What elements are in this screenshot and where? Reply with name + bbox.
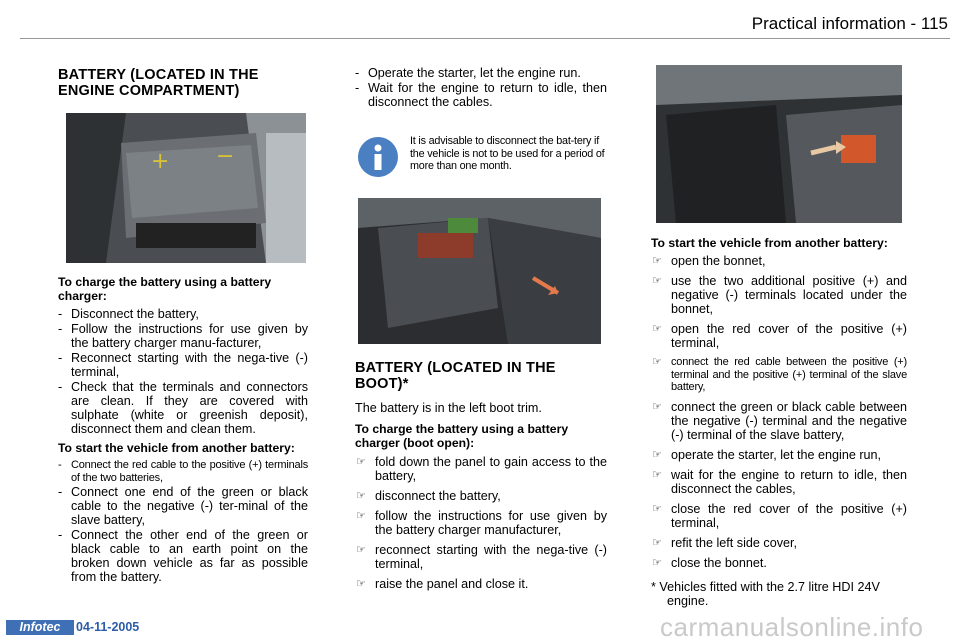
list-item: ☞ use the two additional positive (+) and negative (-) terminals located under the bonnet,: [651, 274, 907, 316]
boot-intro: The battery is in the left boot trim.: [355, 401, 542, 415]
page-header: Practical information - 115: [751, 14, 948, 33]
col2-boot-block: [355, 360, 607, 597]
section-heading-boot: BATTERY (LOCATED IN THE BOOT)*: [355, 360, 556, 392]
list-item: - Wait for the engine to return to idle, then disconnect the cables.: [355, 81, 607, 109]
list-item: ☞ raise the panel and close it.: [355, 577, 607, 591]
footnote: * Vehicles fitted with the 2.7 litre HDI 24V engine.: [651, 579, 880, 608]
list-item: ☞ open the red cover of the positive (+) terminal,: [651, 322, 907, 350]
svg-text:+: +: [151, 149, 170, 174]
boot-charge-steps-list: [355, 455, 607, 591]
list-item: ☞ fold down the panel to gain access to the battery,: [355, 455, 607, 483]
col1-heading-block: [58, 67, 308, 99]
section-heading-engine: BATTERY (LOCATED IN THE ENGINE COMPARTMENT): [58, 67, 259, 99]
col3-start-steps-list: [651, 254, 907, 570]
start-steps-list: [58, 459, 308, 584]
list-item: ☞ connect the red cable between the positive (+) terminal and the positive (+) terminal of the slave battery,: [651, 356, 907, 394]
list-item: ☞ refit the left side cover,: [651, 536, 907, 550]
infotec-logo: Infotec: [6, 620, 74, 635]
col3-start-title: To start the vehicle from another battery:: [651, 236, 888, 250]
col2-top-block: [355, 66, 607, 110]
charge-title: To charge the battery using a battery charger:: [58, 275, 272, 303]
print-date: 04-11-2005: [76, 620, 140, 634]
col1-charge-block: [58, 275, 308, 585]
info-icon: [358, 137, 398, 177]
start-title: To start the vehicle from another battery:: [58, 441, 295, 455]
list-item: ☞ follow the instructions for use given by the battery charger manufacturer,: [355, 509, 607, 537]
list-item: - Follow the instructions for use given by the battery charger manu-facturer,: [58, 322, 308, 350]
col3-start-block: [651, 236, 907, 608]
list-item: - Disconnect the battery,: [58, 307, 308, 321]
boot-charge-title: To charge the battery using a battery charger (boot open):: [355, 422, 569, 450]
boot-battery-photo: [358, 198, 601, 344]
info-text: It is advisable to disconnect the bat-tery if the vehicle is not to be used for a period of more than one month.: [410, 135, 605, 172]
engine-battery-photo: [66, 113, 306, 263]
list-item: ☞ close the red cover of the positive (+) terminal,: [651, 502, 907, 530]
list-item: ☞ disconnect the battery,: [355, 489, 607, 503]
list-item: ☞ open the bonnet,: [651, 254, 907, 268]
svg-text:−: −: [216, 144, 235, 169]
header-rule: [20, 38, 950, 39]
operate-steps-list: [355, 66, 607, 109]
list-item: ☞ wait for the engine to return to idle, then disconnect the cables,: [651, 468, 907, 496]
list-item: - Connect the red cable to the positive (+) terminals of the two batteries,: [58, 459, 308, 484]
list-item: ☞ connect the green or black cable between the negative (-) terminal and the negative (-) terminal of the slave battery,: [651, 400, 907, 442]
list-item: ☞ close the bonnet.: [651, 556, 907, 570]
list-item: - Operate the starter, let the engine run.: [355, 66, 607, 80]
charge-steps-list: [58, 307, 308, 436]
slave-terminal-photo: [656, 65, 902, 223]
list-item: - Connect the other end of the green or black cable to an earth point on the broken down vehicle as far as possible from the battery.: [58, 528, 308, 584]
watermark: carmanualsonline.info: [660, 612, 924, 642]
list-item: - Connect one end of the green or black cable to the negative (-) ter-minal of the slave battery,: [58, 485, 308, 527]
info-note: [358, 135, 608, 180]
list-item: ☞ operate the starter, let the engine run,: [651, 448, 907, 462]
list-item: - Reconnect starting with the nega-tive (-) terminal,: [58, 351, 308, 379]
list-item: ☞ reconnect starting with the nega-tive (-) terminal,: [355, 543, 607, 571]
list-item: - Check that the terminals and connectors are clean. If they are covered with sulphate (white or greenish deposit), disconnect them and clean them.: [58, 380, 308, 436]
